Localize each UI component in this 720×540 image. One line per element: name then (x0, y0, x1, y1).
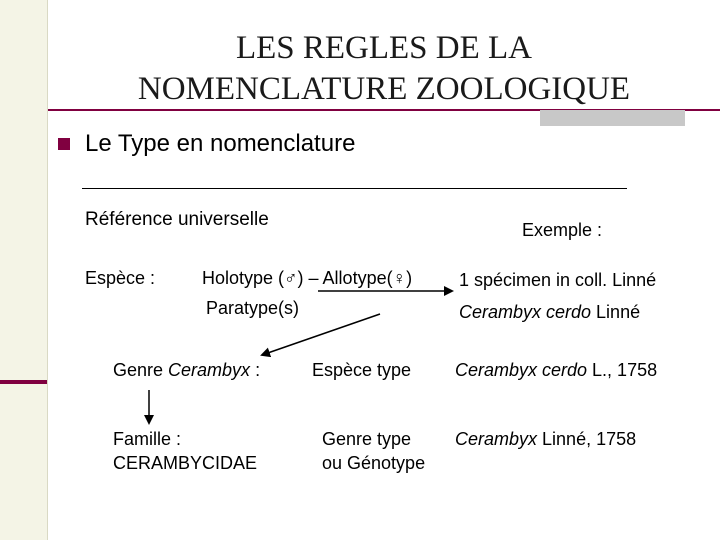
famille-label: Famille : (113, 429, 182, 449)
specimen-text: 1 spécimen in coll. Linné (459, 270, 657, 290)
famille-name: CERAMBYCIDAE (113, 453, 258, 473)
genre-colon: : (250, 360, 261, 380)
title-line-1: LES REGLES DE LA (235, 30, 533, 66)
genre-word: Genre (113, 360, 169, 380)
title-line-2: NOMENCLATURE ZOOLOGIQUE (137, 71, 631, 107)
example-species-name: Cerambyx cerdo (459, 302, 592, 322)
espece-type-text: Espèce type (312, 360, 412, 380)
holotype-text: Holotype (♂) – Allotype(♀) (202, 268, 413, 288)
genre-name: Cerambyx (168, 360, 251, 380)
arrow-to-genre (262, 314, 380, 355)
reference-label: Référence universelle (85, 209, 269, 230)
genre-type-text: Genre type (322, 429, 412, 449)
genotype-text: ou Génotype (322, 453, 426, 473)
paratype-text: Paratype(s) (206, 298, 300, 318)
espece-label: Espèce : (85, 268, 156, 288)
section-heading: Le Type en nomenclature (85, 130, 356, 157)
type-genus-author: Linné, 1758 (537, 429, 637, 449)
example-species-author: Linné (591, 302, 641, 322)
example-label: Exemple : (522, 220, 603, 240)
type-species-name: Cerambyx cerdo (455, 360, 588, 380)
type-species-author: L., 1758 (587, 360, 658, 380)
type-genus-name: Cerambyx (455, 429, 538, 449)
